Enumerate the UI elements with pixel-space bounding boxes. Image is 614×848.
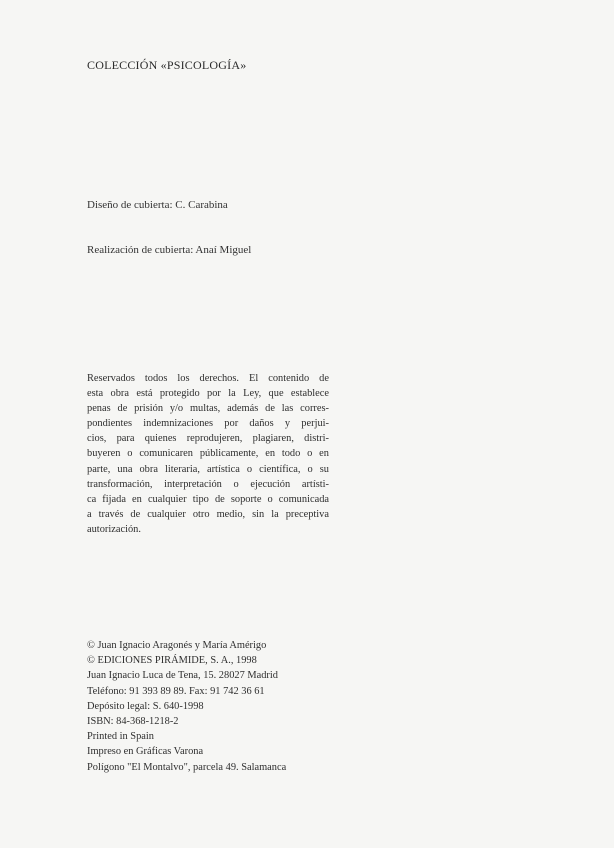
publisher-address: Juan Ignacio Luca de Tena, 15. 28027 Madrid <box>87 670 278 682</box>
rights-line: buyeren o comunicaren públicamente, en todo o en <box>87 448 329 460</box>
printed-in: Printed in Spain <box>87 731 154 743</box>
rights-line: cios, para quienes reprodujeren, plagiaren, distri- <box>87 433 329 445</box>
printer-name: Impreso en Gráficas Varona <box>87 746 204 758</box>
cover-design-credit: Diseño de cubierta: C. Carabina <box>87 199 228 211</box>
rights-line: esta obra está protegido por la Ley, que establece <box>87 388 329 400</box>
rights-line: a través de cualquier otro medio, sin la preceptiva <box>87 508 329 520</box>
isbn: ISBN: 84-368-1218-2 <box>87 716 179 728</box>
rights-line: parte, una obra literaria, artística o científica, o su <box>87 463 329 475</box>
imprint-block <box>87 638 286 775</box>
rights-line: pondientes indemnizaciones por daños y perjui- <box>87 418 329 430</box>
collection-title: COLECCIÓN «PSICOLOGÍA» <box>87 58 247 72</box>
copyright-publisher: © EDICIONES PIRÁMIDE, S. A., 1998 <box>87 655 257 667</box>
rights-line: ca fijada en cualquier tipo de soporte o comunicada <box>87 493 329 505</box>
rights-line: penas de prisión y/o multas, además de las corres- <box>87 403 329 415</box>
copyright-authors: © Juan Ignacio Aragonés y María Amérigo <box>87 640 267 651</box>
printer-address: Polígono "El Montalvo", parcela 49. Salamanca <box>87 761 287 773</box>
rights-line: autorización. <box>87 523 141 535</box>
rights-line: Reservados todos los derechos. El contenido de <box>87 373 329 384</box>
rights-reserved-notice <box>87 371 329 537</box>
rights-line: transformación, interpretación o ejecución artísti- <box>87 478 329 490</box>
publisher-phone-fax: Teléfono: 91 393 89 89. Fax: 91 742 36 61 <box>87 685 265 697</box>
cover-realization-credit: Realización de cubierta: Anaí Miguel <box>87 244 252 256</box>
legal-deposit: Depósito legal: S. 640-1998 <box>87 700 204 712</box>
